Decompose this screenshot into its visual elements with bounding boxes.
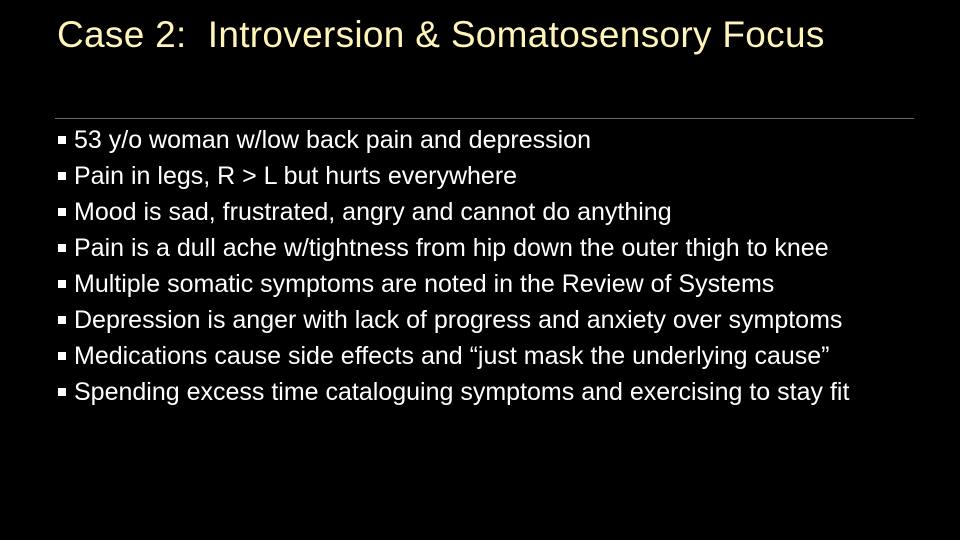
list-item — [58, 342, 918, 370]
square-bullet-icon — [58, 244, 66, 252]
list-item — [58, 234, 918, 262]
list-item — [58, 126, 918, 154]
bullet-list — [58, 126, 918, 414]
square-bullet-icon — [58, 280, 66, 288]
title-divider — [55, 118, 914, 119]
bullet-text: Pain in legs, R > L but hurts everywhere — [74, 162, 518, 190]
list-item — [58, 378, 918, 406]
square-bullet-icon — [58, 316, 66, 324]
bullet-text: Medications cause side effects and “just mask the underlying cause” — [74, 342, 830, 370]
slide-title: Case 2: Introversion & Somatosensory Focus — [57, 14, 825, 55]
bullet-text: Depression is anger with lack of progress and anxiety over symptoms — [74, 306, 843, 334]
list-item — [58, 270, 918, 298]
bullet-text: 53 y/o woman w/low back pain and depression — [74, 126, 591, 154]
square-bullet-icon — [58, 208, 66, 216]
bullet-text: Spending excess time cataloguing symptoms and exercising to stay fit — [74, 378, 850, 406]
list-item — [58, 306, 918, 334]
bullet-text: Mood is sad, frustrated, angry and cannot do anything — [74, 198, 672, 226]
square-bullet-icon — [58, 388, 66, 396]
square-bullet-icon — [58, 136, 66, 144]
list-item — [58, 198, 918, 226]
square-bullet-icon — [58, 352, 66, 360]
occluding-overlay — [56, 496, 196, 526]
square-bullet-icon — [58, 172, 66, 180]
bullet-text: Multiple somatic symptoms are noted in the Review of Systems — [74, 270, 775, 298]
bullet-text: Pain is a dull ache w/tightness from hip down the outer thigh to knee — [74, 234, 829, 262]
list-item — [58, 162, 918, 190]
